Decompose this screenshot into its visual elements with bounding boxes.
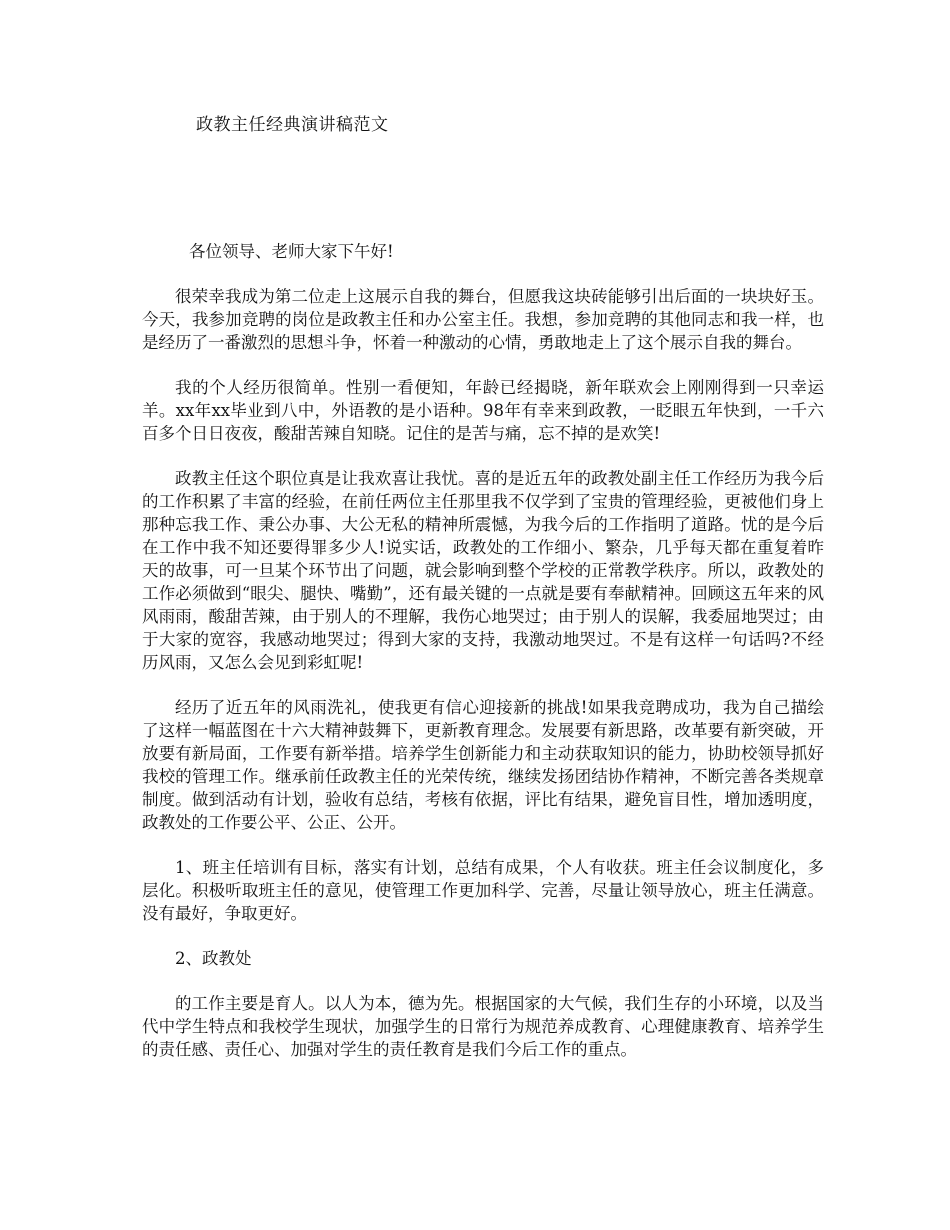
paragraph-intro: 很荣幸我成为第二位走上这展示自我的舞台，但愿我这块砖能够引出后面的一块块好玉。今天，我参加竞聘的岗位是政教主任和办公室主任。我想，参加竞聘的其他同志和我一样，也是经历了一番激烈的思想斗争，怀着一种激动的心情，勇敢地走上了这个展示自我的舞台。 xyxy=(142,287,824,352)
paragraph-plan: 经历了近五年的风雨洗礼，使我更有信心迎接新的挑战!如果我竞聘成功，我为自己描绘了这样一幅蓝图在十六大精神鼓舞下，更新教育理念。发展要有新思路，改革要有新突破，开放要有新局面，工作要有新举措。培养学生创新能力和主动获取知识的能力，协助校领导抓好我校的管理工作。继承前任政教主任的光荣传统，继续发扬团结协作精神，不断完善各类规章制度。做到活动有计划，验收有总结，考核有依据，评比有结果，避免盲目性，增加透明度，政教处的工作要公平、公正、公开。 xyxy=(142,698,824,832)
paragraph-personal-experience: 我的个人经历很简单。性别一看便知，年龄已经揭晓，新年联欢会上刚刚得到一只幸运羊。xx年xx毕业到八中，外语教的是小语种。98年有幸来到政教，一眨眼五年快到，一千六百多个日日夜夜，酸甜苦辣自知晓。记住的是苦与痛，忘不掉的是欢笑! xyxy=(142,378,824,443)
paragraph-point-1: 1、班主任培训有目标，落实有计划，总结有成果，个人有收获。班主任会议制度化，多层化。积极听取班主任的意见，使管理工作更加科学、完善，尽量让领导放心，班主任满意。没有最好，争取更好。 xyxy=(142,858,824,923)
paragraph-closing: 的工作主要是育人。以人为本，德为先。根据国家的大气候，我们生存的小环境，以及当代中学生特点和我校学生现状，加强学生的日常行为规范养成教育、心理健康教育、培养学生的责任感、责任心、加强对学生的责任教育是我们今后工作的重点。 xyxy=(142,994,824,1059)
section-heading-2: 2、政教处 xyxy=(175,949,252,968)
document-body xyxy=(142,240,824,1083)
document-title: 政教主任经典演讲稿范文 xyxy=(196,115,389,135)
greeting: 各位领导、老师大家下午好! xyxy=(189,242,394,261)
paragraph-role-reflection: 政教主任这个职位真是让我欢喜让我忧。喜的是近五年的政教处副主任工作经历为我今后的工作积累了丰富的经验，在前任两位主任那里我不仅学到了宝贵的管理经验，更被他们身上那种忘我工作、秉公办事、大公无私的精神所震憾，为我今后的工作指明了道路。忧的是今后在工作中我不知还要得罪多少人!说实话，政教处的工作细小、繁杂，几乎每天都在重复着昨天的故事，可一旦某个环节出了问题，就会影响到整个学校的正常教学秩序。所以，政教处的工作必须做到“眼尖、腿快、嘴勤”，还有最关键的一点就是要有奉献精神。回顾这五年来的风风雨雨，酸甜苦辣，由于别人的不理解，我伤心地哭过；由于别人的误解，我委屈地哭过；由于大家的宽容，我感动地哭过；得到大家的支持，我激动地哭过。不是有这样一句话吗?不经历风雨，又怎么会见到彩虹呢! xyxy=(142,469,824,672)
